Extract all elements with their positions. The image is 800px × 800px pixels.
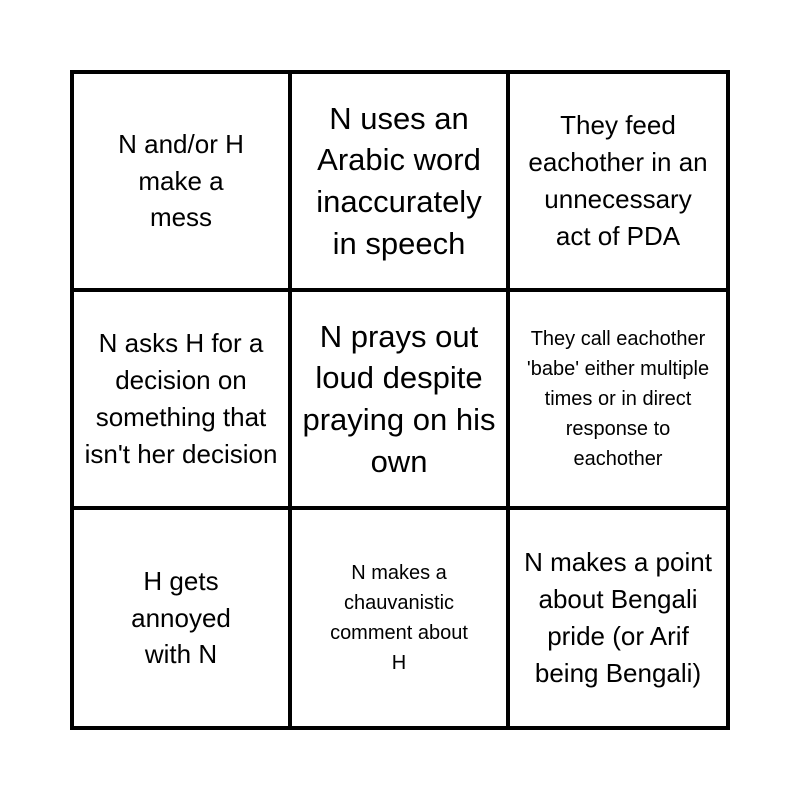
bingo-cell[interactable]: [74, 292, 292, 510]
bingo-cell-text: They feed eachother in an unnecessary act of PDA: [528, 110, 708, 251]
bingo-cell-text: N prays out loud despite praying on his own: [302, 318, 496, 479]
bingo-cell[interactable]: [74, 74, 292, 292]
bingo-cell[interactable]: [292, 292, 510, 510]
bingo-cell[interactable]: [292, 510, 510, 726]
bingo-board: [70, 70, 730, 730]
bingo-cell-text: They call eachother 'babe' either multiple times or in direct response to eachother: [526, 328, 710, 470]
bingo-cell-text: N makes a point about Bengali pride (or Arif being Bengali): [524, 547, 712, 688]
bingo-cell[interactable]: [510, 292, 726, 510]
bingo-cell[interactable]: [74, 510, 292, 726]
bingo-cell[interactable]: [292, 74, 510, 292]
bingo-cell-text: N and/or H make a mess: [118, 128, 244, 233]
bingo-cell-text: N asks H for a decision on something that isn't her decision: [84, 328, 278, 469]
bingo-cell-text: H gets annoyed with N: [131, 565, 231, 670]
bingo-cell-text: N uses an Arabic word inaccurately in speech: [316, 100, 482, 261]
bingo-cell[interactable]: [510, 74, 726, 292]
bingo-cell[interactable]: [510, 510, 726, 726]
bingo-cell-text: N makes a chauvanistic comment about H: [330, 562, 468, 674]
